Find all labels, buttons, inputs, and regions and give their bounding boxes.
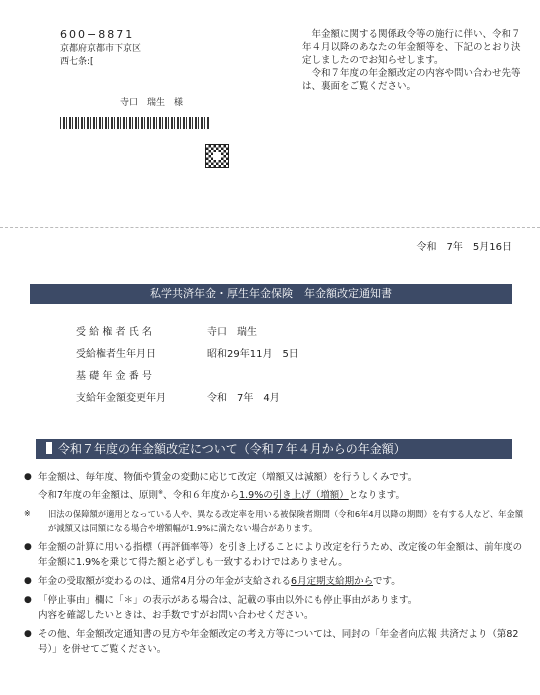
issue-date: 令和 7年 5月16日 <box>416 242 512 253</box>
section-title-text: 令和７年度の年金額改定について（令和７年４月からの年金額） <box>58 442 406 456</box>
intro-paragraph-1: 年金額に関する関係政令等の施行に伴い、令和７年４月以降のあなたの年金額等を、下記のとおり決定しましたのでお知らせします。 <box>302 29 521 66</box>
info-value: 寺口 瑞生 <box>207 327 257 338</box>
bullet-dot-icon: ● <box>24 542 32 553</box>
bullet-text: 内容を確認したいときは、お手数ですがお問い合わせください。 <box>38 610 314 622</box>
bullet-text: 「停止事由」欄に「＊」の表示がある場合は、記載の事由以外にも停止事由があります。 <box>38 595 418 607</box>
info-value: 昭和29年11月 5日 <box>207 349 299 360</box>
bullet-text <box>38 574 524 589</box>
postal-code: 600−8871 <box>60 28 135 41</box>
bullet-dot-icon: ● <box>24 472 32 482</box>
text-segment: となります。 <box>348 490 405 502</box>
bullet-item <box>24 593 524 623</box>
footnote-text: 旧法の保障額が適用となっている人や、異なる改定率を用いる被保険者期間（令和6年4月以降の期間）を有する人など、年金額が減額又は同額になる場合や増額幅が1.9%に満たない場合があります。 <box>48 509 524 534</box>
emphasis-text: 6月定期支給期から <box>291 576 373 588</box>
bullet-item <box>24 627 524 657</box>
perforation-line <box>0 227 540 228</box>
square-marker-icon <box>46 442 52 454</box>
bullet-item <box>24 574 524 589</box>
info-row-change-month <box>76 388 299 410</box>
bullet-dot-icon: ● <box>24 629 32 640</box>
info-label: 基 礎 年 金 番 号 <box>76 371 152 382</box>
bullet-text: 年金額は、毎年度、物価や賃金の変動に応じて改定（増額又は減額）を行うしくみです。 <box>38 472 418 483</box>
recipient-info <box>76 322 299 410</box>
info-label: 受給権者生年月日 <box>76 349 156 360</box>
notice-title: 私学共済年金・厚生年金保険 年金額改定通知書 <box>30 284 512 304</box>
intro-text <box>302 28 524 93</box>
intro-paragraph-2: 令和７年度の年金額改定の内容や問い合わせ先等は、裏面をご覧ください。 <box>302 68 521 92</box>
bullet-item <box>24 470 524 503</box>
info-value: 令和 7年 4月 <box>207 393 280 404</box>
info-label: 受 給 権 者 氏 名 <box>76 327 152 338</box>
info-label: 支給年金額変更年月 <box>76 393 166 404</box>
bullet-dot-icon: ● <box>24 576 32 587</box>
footnote-item <box>24 507 524 535</box>
note-mark: ※ <box>158 489 164 496</box>
info-row-birthdate <box>76 344 299 366</box>
text-segment: です。 <box>373 576 401 588</box>
section-title <box>36 439 512 459</box>
bullet-item <box>24 540 524 570</box>
bullet-list <box>24 470 524 661</box>
text-segment: 令和7年度の年金額は、原則 <box>38 490 159 502</box>
bullet-text: その他、年金額改定通知書の見方や年金額改定の考え方等については、同封の「年金者向広報 共済だより（第82号）」を併せてご覧ください。 <box>38 629 519 656</box>
postal-barcode <box>60 117 210 129</box>
emphasis-text: 1.9%の引き上げ（増額） <box>239 490 349 502</box>
text-segment: 年金の受取額が変わるのは、通常4月分の年金が支給される <box>38 576 292 588</box>
qr-code <box>205 144 229 168</box>
info-row-pension-number <box>76 366 299 388</box>
text-segment: 、令和６年度から <box>163 490 240 502</box>
bullet-text: 年金額の計算に用いる指標（再評価率等）を引き上げることにより改定を行うため、改定後の年金額は、前年度の年金額に1.9%を乗じて得た額と必ずしも一致するわけではありません。 <box>38 542 523 569</box>
address-line-1: 京都府京都市下京区 <box>60 44 142 54</box>
recipient-name: 寺口 瑞生 様 <box>120 98 184 108</box>
bullet-dot-icon: ● <box>24 595 32 606</box>
info-row-name <box>76 322 299 344</box>
bullet-text <box>38 485 524 503</box>
note-mark: ※ <box>24 509 31 519</box>
address-line-2: 西七条:[ <box>60 57 94 67</box>
